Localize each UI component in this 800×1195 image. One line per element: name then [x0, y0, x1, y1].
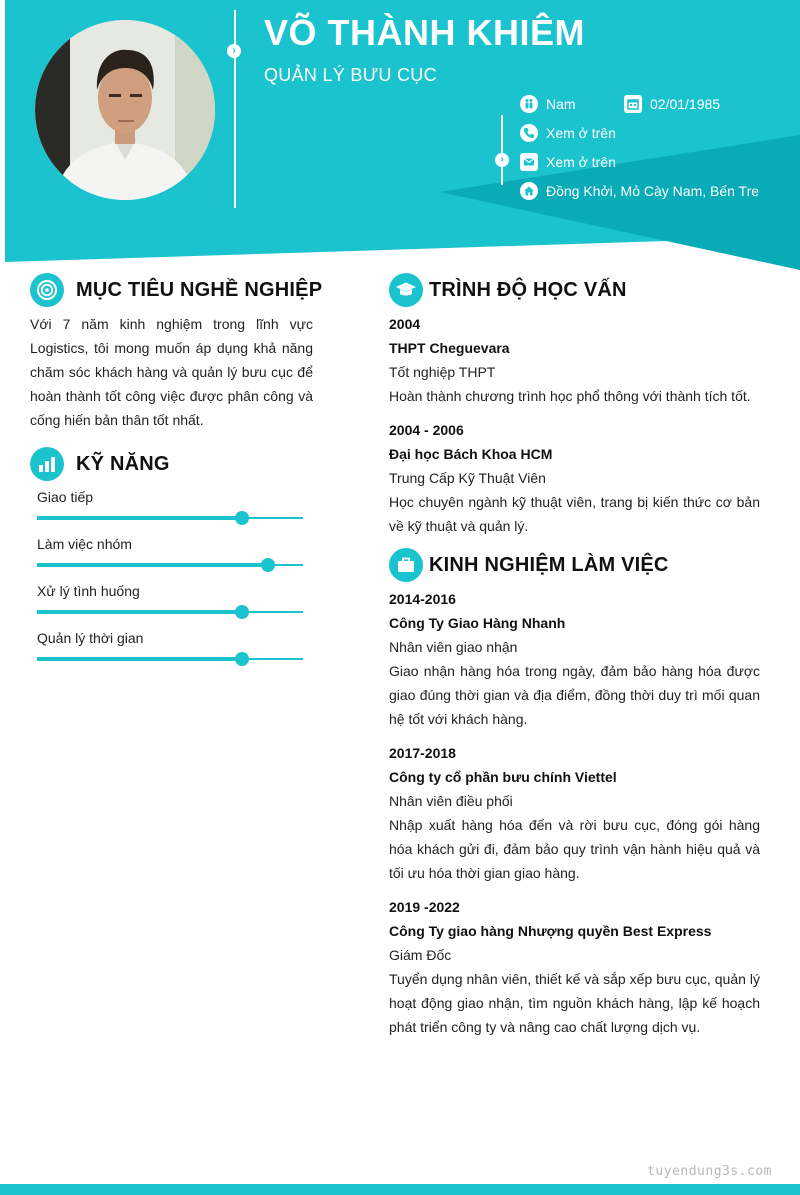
briefcase-icon: [389, 548, 423, 582]
skill-fill: [37, 563, 268, 567]
skill-label: Quản lý thời gian: [37, 630, 144, 646]
candidate-position: QUẢN LÝ BƯU CỤC: [264, 65, 437, 85]
entry-org: Đại học Bách Khoa HCM: [389, 446, 553, 462]
info-divider: [501, 115, 503, 185]
skill-fill: [37, 657, 242, 661]
candidate-name: VÕ THÀNH KHIÊM: [264, 12, 585, 53]
entry-role: Nhân viên giao nhận: [389, 639, 518, 655]
education-item: [389, 418, 760, 538]
objective-text: Với 7 năm kinh nghiệm trong lĩnh vực Logistics, tôi mong muốn áp dụng khả năng chăm sóc khách hàng và quản lý bưu cục để hoàn thành tốt công việc được phân công và cống hiến bản thân tốt nhất.: [30, 316, 313, 428]
target-icon: [30, 273, 64, 307]
experience-item: [389, 741, 760, 885]
skill-label: Giao tiếp: [37, 489, 94, 505]
profile-photo: [35, 20, 215, 200]
experience-title: KINH NGHIỆM LÀM VIỆC: [429, 553, 669, 576]
entry-desc: Học chuyên ngành kỹ thuật viên, trang bị kiến thức cơ bản về kỹ thuật và quản lý.: [389, 494, 760, 534]
education-heading: [389, 273, 627, 307]
home-icon: [520, 182, 538, 200]
address-value: Đồng Khởi, Mỏ Cày Nam, Bến Tre: [546, 183, 760, 199]
skill-bar: [37, 511, 303, 525]
chevron-right-icon: ›: [227, 44, 241, 58]
entry-desc: Hoàn thành chương trình học phổ thông với thành tích tốt.: [389, 388, 751, 404]
skill-knob: [261, 558, 275, 572]
experience-item: [389, 895, 760, 1039]
entry-org: Công Ty Giao Hàng Nhanh: [389, 615, 566, 631]
avatar: [35, 20, 215, 200]
entry-year: 2014-2016: [389, 591, 456, 607]
gender-value: Nam: [546, 96, 576, 112]
bar-chart-icon: [30, 447, 64, 481]
skill-item: [37, 583, 303, 619]
skill-bar: [37, 558, 303, 572]
experience-item: [389, 587, 760, 731]
skill-item: [37, 630, 303, 666]
entry-org: Công ty cổ phần bưu chính Viettel: [389, 769, 617, 785]
skill-bar: [37, 652, 303, 666]
phone-value: Xem ở trên: [546, 125, 616, 141]
email-row: [520, 153, 616, 171]
entry-role: Giám Đốc: [389, 947, 452, 963]
entry-year: 2019 -2022: [389, 899, 460, 915]
entry-org: THPT Cheguevara: [389, 340, 510, 356]
gender-row: [520, 95, 576, 113]
skill-knob: [235, 652, 249, 666]
entry-role: Trung Cấp Kỹ Thuật Viên: [389, 470, 546, 486]
entry-year: 2004: [389, 316, 421, 332]
objective-title: MỤC TIÊU NGHỀ NGHIỆP: [76, 278, 323, 301]
header-divider: [234, 10, 236, 208]
objective-heading: [30, 273, 322, 307]
skill-fill: [37, 516, 242, 520]
birthdate-row: [624, 95, 720, 113]
skill-bar: [37, 605, 303, 619]
email-value: Xem ở trên: [546, 154, 616, 170]
skill-label: Làm việc nhóm: [37, 536, 132, 552]
entry-year: 2004 - 2006: [389, 422, 464, 438]
cv-header: [0, 0, 800, 275]
calendar-icon: [624, 95, 642, 113]
skill-knob: [235, 605, 249, 619]
skill-item: [37, 536, 303, 572]
entry-year: 2017-2018: [389, 745, 456, 761]
entry-org: Công Ty giao hàng Nhượng quyền Best Express: [389, 923, 712, 939]
footer-bar: [0, 1184, 800, 1195]
education-item: [389, 312, 760, 408]
education-title: TRÌNH ĐỘ HỌC VẤN: [429, 278, 627, 301]
skills-heading: [30, 447, 170, 481]
skills-title: KỸ NĂNG: [76, 452, 170, 475]
entry-role: Tốt nghiệp THPT: [389, 364, 496, 380]
gender-icon: [520, 95, 538, 113]
entry-role: Nhân viên điều phối: [389, 793, 513, 809]
address-row: [520, 182, 759, 200]
entry-desc: Giao nhận hàng hóa trong ngày, đảm bảo hàng hóa được giao đúng thời gian và địa điểm, đồng thời duy trì mối quan hệ tốt với khách hàng.: [389, 663, 760, 727]
entry-desc: Nhập xuất hàng hóa đến và rời bưu cục, đóng gói hàng hóa khách gửi đi, đảm bảo quy trình vận hành hiệu quả và tối ưu hóa thời gian giao hàng.: [389, 817, 760, 881]
experience-heading: [389, 548, 669, 582]
email-icon: [520, 153, 538, 171]
skill-fill: [37, 610, 242, 614]
skill-item: [37, 489, 303, 525]
watermark: tuyendung3s.com: [647, 1164, 772, 1179]
graduation-cap-icon: [389, 273, 423, 307]
chevron-right-icon: ›: [495, 153, 509, 167]
phone-row: [520, 124, 616, 142]
skill-knob: [235, 511, 249, 525]
phone-icon: [520, 124, 538, 142]
skill-label: Xử lý tình huống: [37, 583, 140, 599]
entry-desc: Tuyển dụng nhân viên, thiết kế và sắp xếp bưu cục, quản lý hoạt động giao nhận, tìm nguồn khách hàng, lập kế hoạch phát triển công ty và nâng cao chất lượng dịch vụ.: [389, 971, 760, 1035]
birthdate-value: 02/01/1985: [650, 96, 721, 112]
